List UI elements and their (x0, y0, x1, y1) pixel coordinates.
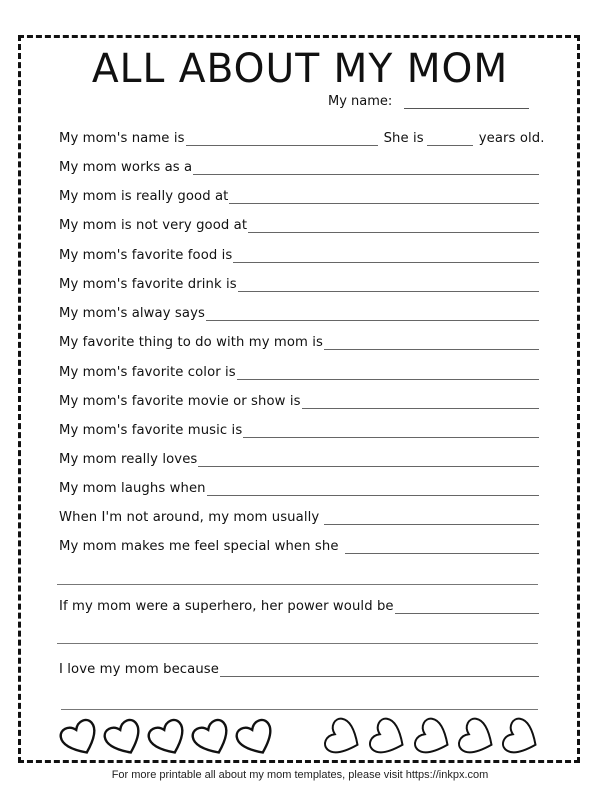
row-label: I love my mom because (59, 662, 219, 677)
answer-blank[interactable] (233, 248, 539, 263)
form-row (59, 481, 539, 496)
my-name-field (328, 94, 529, 109)
answer-blank[interactable] (302, 394, 539, 409)
row-label: My favorite thing to do with my mom is (59, 335, 324, 350)
heart-icon (234, 716, 278, 760)
answer-blank[interactable] (238, 277, 539, 292)
row-label: My mom's favorite music is (59, 423, 243, 438)
answer-blank[interactable] (324, 335, 539, 350)
answer-blank[interactable] (229, 189, 539, 204)
row-label: My mom really loves (59, 452, 198, 467)
row-label: My mom's favorite color is (59, 365, 236, 380)
answer-blank[interactable] (248, 218, 539, 233)
form-row (59, 306, 539, 321)
form-row (59, 423, 539, 438)
answer-continuation-line[interactable] (61, 709, 538, 710)
form-row (59, 160, 539, 175)
age-prefix-label: She is (383, 131, 424, 146)
form-row (59, 277, 539, 292)
answer-blank[interactable] (237, 365, 539, 380)
answer-blank[interactable] (207, 481, 539, 496)
heart-icon (102, 716, 146, 760)
form-row (59, 662, 539, 677)
answer-continuation-line[interactable] (57, 584, 538, 585)
form-row (59, 452, 539, 467)
age-blank[interactable] (427, 131, 473, 146)
heart-icon (366, 716, 410, 760)
row-label: My mom is really good at (59, 189, 229, 204)
answer-blank[interactable] (220, 662, 539, 677)
answer-blank[interactable] (345, 539, 539, 554)
heart-icon (190, 716, 234, 760)
my-name-blank[interactable] (404, 95, 529, 109)
row-label: My mom's name is (59, 131, 185, 146)
answer-blank[interactable] (395, 599, 539, 614)
form-row (59, 394, 539, 409)
form-row (59, 218, 539, 233)
heart-icon (411, 716, 455, 760)
row-label: When I'm not around, my mom usually (59, 510, 320, 525)
form-row (59, 248, 539, 263)
mom-name-blank[interactable] (186, 131, 378, 146)
answer-blank[interactable] (243, 423, 539, 438)
form-row (59, 365, 539, 380)
answer-continuation-line[interactable] (57, 643, 538, 644)
answer-blank[interactable] (198, 452, 539, 467)
page-title: ALL ABOUT MY MOM (91, 46, 509, 92)
form-row (59, 335, 539, 350)
answer-blank[interactable] (193, 160, 539, 175)
row-label: My mom's favorite food is (59, 248, 233, 263)
age-suffix-label: years old. (478, 131, 545, 146)
row-label: My mom's favorite drink is (59, 277, 237, 292)
row-label: If my mom were a superhero, her power would be (59, 599, 394, 614)
row-label: My mom's alway says (59, 306, 205, 321)
form-row (59, 189, 539, 204)
row-label: My mom's favorite movie or show is (59, 394, 301, 409)
heart-icon (499, 716, 543, 760)
answer-blank[interactable] (206, 306, 539, 321)
form-row-mom-name (59, 131, 545, 146)
row-label: My mom laughs when (59, 481, 206, 496)
form-row (59, 539, 539, 554)
answer-blank[interactable] (324, 510, 539, 525)
my-name-label: My name: (328, 94, 393, 109)
row-label: My mom makes me feel special when she (59, 539, 339, 554)
row-label: My mom works as a (59, 160, 193, 175)
heart-icon (58, 716, 102, 760)
form-row (59, 599, 539, 614)
form-row (59, 510, 539, 525)
footer-attribution: For more printable all about my mom templates, please visit https://inkpx.com (111, 769, 489, 781)
heart-icon (146, 716, 190, 760)
heart-icon (455, 716, 499, 760)
heart-icon (321, 716, 365, 760)
row-label: My mom is not very good at (59, 218, 248, 233)
heart-decoration-row (58, 716, 548, 764)
